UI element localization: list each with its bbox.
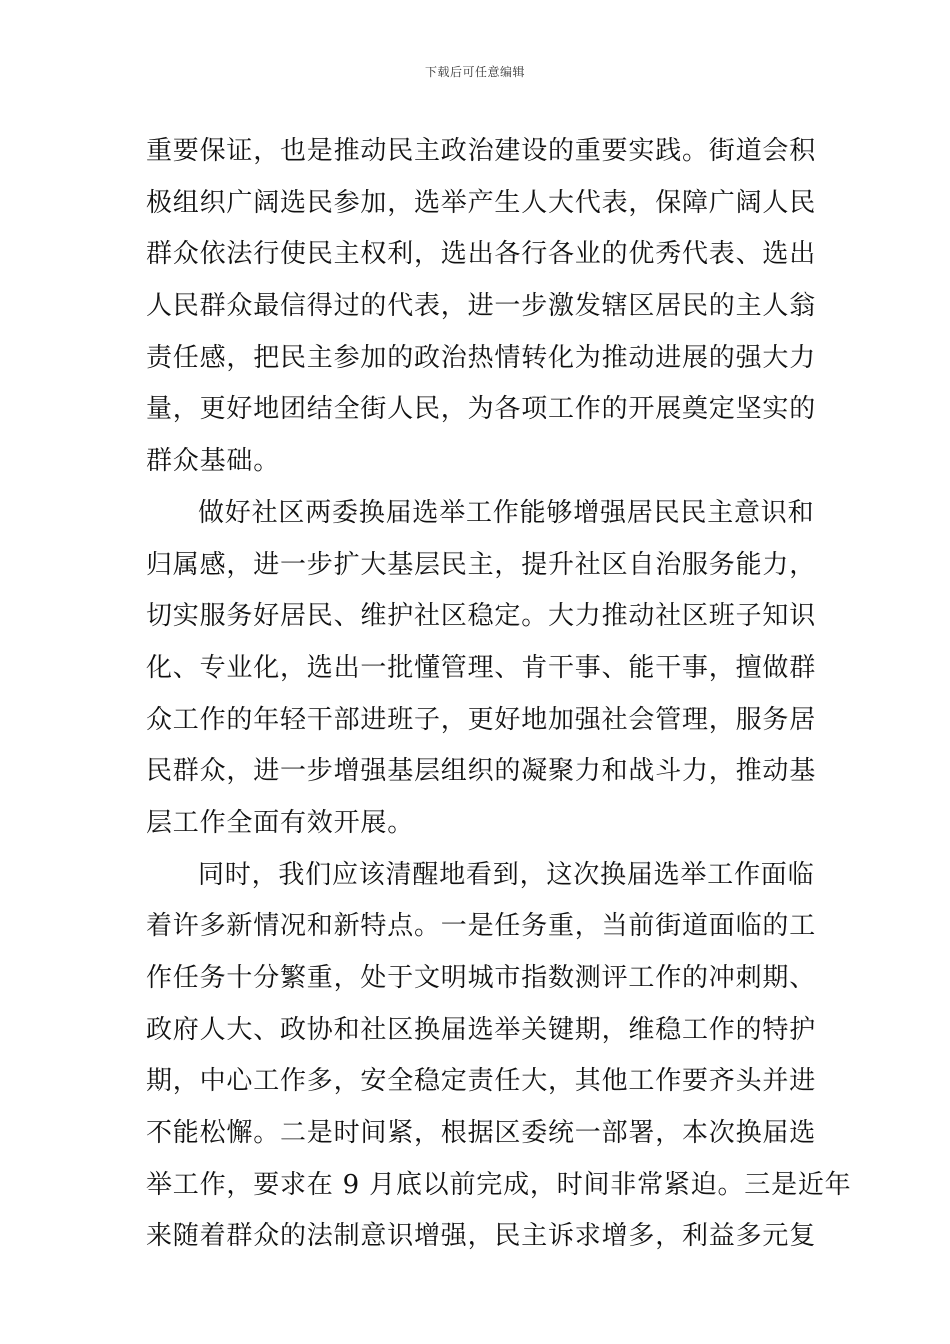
text-line: 民群众，进一步增强基层组织的凝聚力和战斗力，推动基 xyxy=(146,756,817,787)
text-line: 举工作，要求在 9 月底以前完成，时间非常紧迫。三是近年 xyxy=(146,1169,852,1200)
text-line: 着许多新情况和新特点。一是任务重，当前街道面临的工 xyxy=(146,911,817,942)
paragraph-first-line: 同时，我们应该清醒地看到，这次换届选举工作面临 xyxy=(198,859,815,890)
text-line: 归属感，进一步扩大基层民主，提升社区自治服务能力， xyxy=(146,549,817,580)
text-line: 责任感，把民主参加的政治热情转化为推动进展的强大力 xyxy=(146,342,817,373)
text-line: 作任务十分繁重，处于文明城市指数测评工作的冲刺期、 xyxy=(146,963,817,993)
paragraph-first-line: 做好社区两委换届选举工作能够增强居民民主意识和 xyxy=(198,497,815,528)
text-line: 量，更好地团结全街人民，为各项工作的开展奠定坚实的 xyxy=(146,394,817,425)
text-line: 不能松懈。二是时间紧，根据区委统一部署，本次换届选 xyxy=(146,1118,817,1149)
text-line: 群众依法行使民主权利，选出各行各业的优秀代表、选出 xyxy=(146,239,817,270)
text-line: 重要保证，也是推动民主政治建设的重要实践。街道会积 xyxy=(146,136,817,166)
document-body xyxy=(146,126,852,1263)
text-line: 期，中心工作多，安全稳定责任大，其他工作要齐头并进 xyxy=(146,1066,817,1097)
text-line: 来随着群众的法制意识增强，民主诉求增多，利益多元复 xyxy=(146,1221,817,1252)
text-line: 政府人大、政协和社区换届选举关键期，维稳工作的特护 xyxy=(146,1014,817,1045)
page-header: 下载后可任意编辑 xyxy=(424,65,525,79)
text-line: 众工作的年轻干部进班子，更好地加强社会管理，服务居 xyxy=(146,704,817,735)
text-line: 群众基础。 xyxy=(146,446,281,477)
text-line: 人民群众最信得过的代表，进一步激发辖区居民的主人翁 xyxy=(146,291,817,322)
text-line: 极组织广阔选民参加，选举产生人大代表，保障广阔人民 xyxy=(146,187,817,218)
text-line: 切实服务好居民、维护社区稳定。大力推动社区班子知识 xyxy=(146,601,817,632)
text-line: 化、专业化，选出一批懂管理、肯干事、能干事，擅做群 xyxy=(146,652,817,683)
text-line: 层工作全面有效开展。 xyxy=(146,807,415,838)
